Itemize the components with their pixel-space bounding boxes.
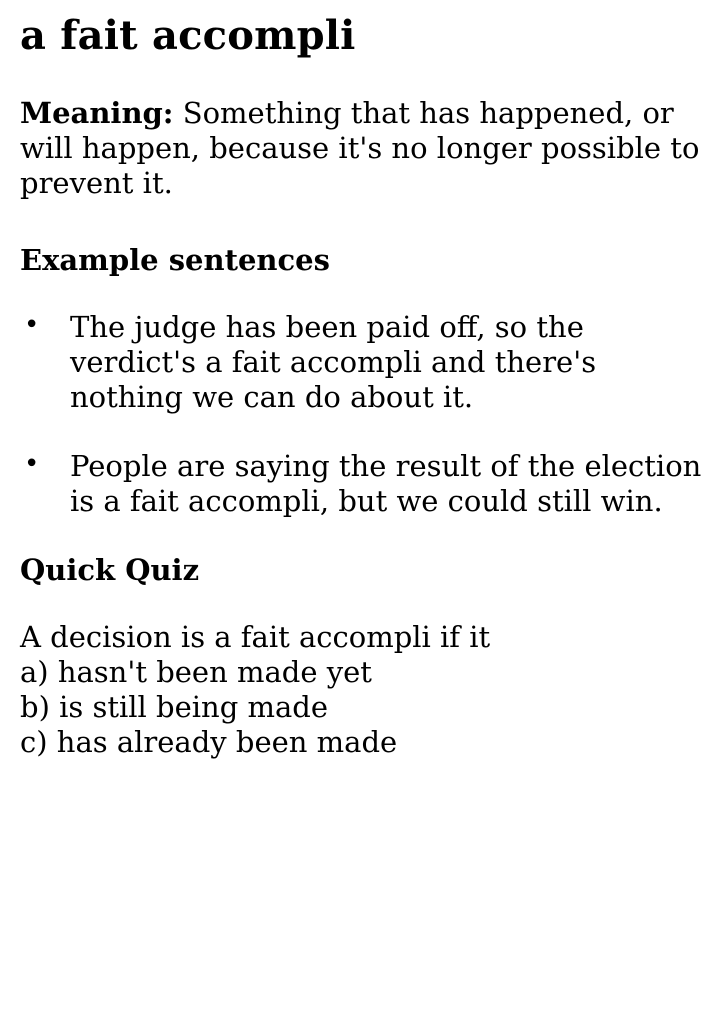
examples-heading: Example sentences bbox=[20, 243, 330, 277]
quiz-heading: Quick Quiz bbox=[20, 553, 200, 587]
meaning-label: Meaning: bbox=[20, 96, 174, 130]
example-text: People are saying the result of the election is a fait accompli, but we could still win. bbox=[70, 449, 702, 518]
bullet-icon: • bbox=[24, 310, 40, 340]
meaning-text: Something that has happened, or will happen, because it's no longer possible to prevent it. bbox=[20, 96, 700, 200]
quiz-option-b: b) is still being made bbox=[20, 690, 329, 724]
quiz-option-c: c) has already been made bbox=[20, 725, 398, 759]
example-item bbox=[20, 310, 702, 415]
quiz-block bbox=[20, 620, 702, 760]
bullet-icon: • bbox=[24, 449, 40, 479]
examples-list bbox=[20, 310, 702, 519]
page-title: a fait accompli bbox=[20, 12, 356, 59]
example-item bbox=[20, 449, 702, 519]
quiz-option-a: a) hasn't been made yet bbox=[20, 655, 372, 689]
meaning-paragraph bbox=[20, 96, 702, 201]
quiz-question: A decision is a fait accompli if it bbox=[20, 620, 491, 654]
example-text: The judge has been paid off, so the verdict's a fait accompli and there's nothing we can do about it. bbox=[70, 310, 597, 414]
